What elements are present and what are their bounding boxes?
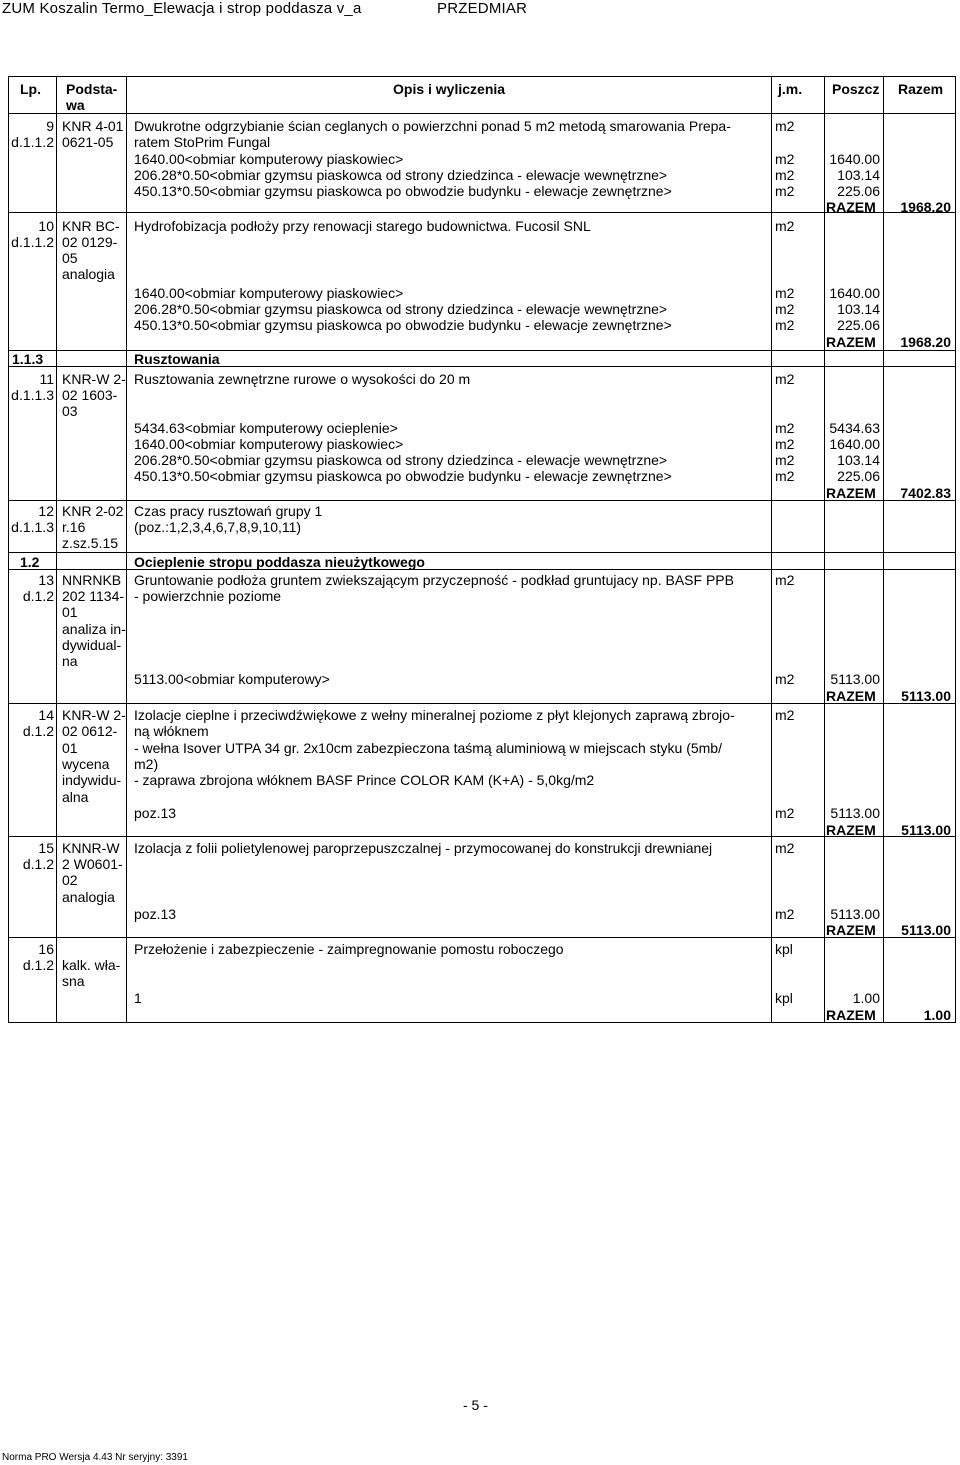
calc-text: 206.28*0.50<obmiar gzymsu piaskowca od strony dziedzinca - elewacje wewnętrzne>: [134, 167, 668, 183]
row-lp-ref: d.1.1.3: [11, 519, 54, 535]
razem-value: 5113.00: [901, 688, 951, 704]
calc-text: 1640.00<obmiar komputerowy piaskowiec>: [134, 285, 404, 301]
row-lp: 9: [46, 118, 54, 134]
row-basis: KNR 4-01: [62, 118, 124, 134]
row-lp-ref: d.1.1.2: [11, 234, 54, 250]
calc-unit: m2: [775, 906, 795, 922]
calc-unit: m2: [775, 420, 795, 436]
calc-value: 5113.00: [830, 906, 880, 922]
calc-value: 103.14: [837, 167, 880, 183]
row-basis: 02 1603-: [62, 387, 118, 403]
column-border: [56, 76, 57, 1023]
row-description: Izolacja z folii polietylenowej paroprzepuszczalnej - przymocowanej do konstrukcji drewnianej: [134, 840, 713, 856]
row-unit: m2: [775, 572, 795, 588]
row-description: Rusztowania zewnętrzne rurowe o wysokości do 20 m: [134, 371, 471, 387]
calc-unit: m2: [775, 805, 795, 821]
row-unit: kpl: [775, 941, 793, 957]
row-basis: analiza in-: [62, 621, 126, 637]
calc-text: 206.28*0.50<obmiar gzymsu piaskowca od strony dziedzinca - elewacje wewnętrzne>: [134, 452, 668, 468]
row-separator: [8, 836, 955, 837]
row-basis: z.sz.5.15: [62, 535, 119, 551]
row-basis: KNR BC-: [62, 218, 120, 234]
row-separator: [8, 703, 955, 704]
row-basis: 02 0129-: [62, 234, 118, 250]
row-lp: 16: [38, 941, 54, 957]
column-border: [955, 76, 956, 1023]
calc-text: 1: [134, 990, 142, 1006]
razem-label: RAZEM: [826, 922, 876, 938]
row-description: m2): [134, 756, 159, 772]
row-lp: 11: [39, 371, 54, 387]
row-basis: 01: [62, 740, 78, 756]
calc-unit: m2: [775, 317, 795, 333]
row-basis: analogia: [62, 266, 115, 282]
razem-label: RAZEM: [826, 334, 876, 350]
row-basis: 0621-05: [62, 134, 114, 150]
razem-label: RAZEM: [826, 485, 876, 501]
calc-text: 1640.00<obmiar komputerowy piaskowiec>: [134, 436, 404, 452]
razem-label: RAZEM: [826, 688, 876, 704]
calc-text: 206.28*0.50<obmiar gzymsu piaskowca od strony dziedzinca - elewacje wewnętrzne>: [134, 301, 668, 317]
razem-value: 5113.00: [901, 822, 951, 838]
row-basis: 202 1134-: [62, 588, 125, 604]
row-basis: 2 W0601-: [62, 856, 123, 872]
calc-value: 5113.00: [830, 671, 880, 687]
row-basis: 01: [62, 604, 78, 620]
row-basis: KNNR-W: [62, 840, 120, 856]
calc-unit: m2: [775, 452, 795, 468]
calc-text: poz.13: [134, 805, 177, 821]
row-lp-ref: d.1.1.3: [11, 387, 54, 403]
row-basis: analogia: [62, 889, 115, 905]
section-number: 1.1.3: [12, 351, 44, 367]
row-separator: [8, 552, 955, 553]
row-separator: [8, 500, 955, 501]
row-basis: wycena: [62, 756, 110, 772]
calc-text: 450.13*0.50<obmiar gzymsu piaskowca po obwodzie budynku - elewacje zewnętrzne>: [134, 317, 672, 333]
calc-value: 1640.00: [829, 285, 880, 301]
calc-text: 450.13*0.50<obmiar gzymsu piaskowca po obwodzie budynku - elewacje zewnętrzne>: [134, 183, 672, 199]
row-unit: m2: [775, 371, 795, 387]
calc-unit: m2: [775, 436, 795, 452]
column-border: [126, 76, 127, 1023]
row-description: - zaprawa zbrojona włóknem BASF Prince COLOR KAM (K+A) - 5,0kg/m2: [134, 772, 595, 788]
razem-value: 1968.20: [900, 199, 951, 215]
row-lp: 12: [38, 503, 54, 519]
row-unit: m2: [775, 218, 795, 234]
row-lp: 10: [38, 218, 54, 234]
razem-label: RAZEM: [826, 1007, 876, 1023]
calc-value: 225.06: [837, 317, 880, 333]
col-poszcz-header: Poszcz: [832, 81, 880, 97]
row-basis: kalk. wła-: [62, 957, 121, 973]
row-lp-ref: d.1.2: [22, 588, 54, 604]
row-description: Izolacje cieplne i przeciwdźwiękowe z wełny mineralnej poziome z płyt klejonych zaprawą zbrojo-: [134, 707, 735, 723]
row-description: ratem StoPrim Fungal: [134, 134, 271, 150]
col-podstawa-header: Podsta-: [66, 81, 118, 97]
razem-value: 1968.20: [900, 334, 951, 350]
calc-text: 1640.00<obmiar komputerowy piaskowiec>: [134, 151, 404, 167]
row-description: Czas pracy rusztowań grupy 1: [134, 503, 323, 519]
row-unit: m2: [775, 707, 795, 723]
calc-unit: m2: [775, 671, 795, 687]
table-top-border: [8, 76, 955, 77]
calc-value: 103.14: [837, 301, 880, 317]
calc-value: 5434.63: [829, 420, 880, 436]
column-border: [771, 76, 772, 1023]
row-basis: indywidu-: [62, 772, 122, 788]
row-basis: KNR-W 2-: [62, 707, 126, 723]
razem-label: RAZEM: [826, 199, 876, 215]
row-description: (poz.:1,2,3,4,6,7,8,9,10,11): [134, 519, 302, 535]
table-header-divider: [8, 113, 955, 114]
row-basis: NNRNKB: [62, 572, 122, 588]
row-basis: alna: [62, 789, 89, 805]
calc-unit: m2: [775, 468, 795, 484]
col-jm-header: j.m.: [778, 81, 803, 97]
column-border: [883, 76, 884, 1023]
calc-value: 1640.00: [829, 151, 880, 167]
row-unit: m2: [775, 840, 795, 856]
calc-unit: m2: [775, 151, 795, 167]
row-separator: [8, 212, 955, 213]
row-lp-ref: d.1.2: [22, 723, 54, 739]
calc-value: 1640.00: [829, 436, 880, 452]
calc-unit: m2: [775, 167, 795, 183]
row-lp-ref: d.1.2: [22, 856, 54, 872]
section-title: Rusztowania: [134, 351, 220, 367]
calc-value: 225.06: [837, 183, 880, 199]
calc-unit: m2: [775, 301, 795, 317]
row-lp-ref: d.1.1.2: [11, 134, 54, 150]
row-separator: [8, 937, 955, 938]
row-description: - powierzchnie poziome: [134, 588, 282, 604]
section-title: Ocieplenie stropu poddasza nieużytkowego: [134, 554, 425, 570]
calc-text: 5434.63<obmiar komputerowy ocieplenie>: [134, 420, 398, 436]
razem-value: 5113.00: [901, 922, 951, 938]
col-lp-header: Lp.: [20, 81, 41, 97]
col-podstawa-header-cont: wa: [66, 97, 85, 113]
row-lp: 14: [38, 707, 54, 723]
row-description: Gruntowanie podłoża gruntem zwiekszającym przyczepność - podkład gruntujacy np. BASF PPB: [134, 572, 734, 588]
calc-value: 225.06: [837, 468, 880, 484]
row-description: Dwukrotne odgrzybianie ścian ceglanych o powierzchni ponad 5 m2 metodą smarowania Prepa-: [134, 118, 731, 134]
calc-value: 1.00: [852, 990, 880, 1006]
calc-value: 5113.00: [830, 805, 880, 821]
row-basis: 05: [62, 250, 78, 266]
row-unit: m2: [775, 118, 795, 134]
row-basis: dywidual-: [62, 637, 122, 653]
section-number: 1.2: [20, 554, 40, 570]
row-basis: na: [62, 653, 78, 669]
col-razem-header: Razem: [898, 81, 944, 97]
razem-label: RAZEM: [826, 822, 876, 838]
razem-value: 7402.83: [900, 485, 951, 501]
calc-value: 103.14: [837, 452, 880, 468]
column-border: [824, 76, 825, 1023]
row-description: ną włóknem: [134, 723, 209, 739]
calc-text: 450.13*0.50<obmiar gzymsu piaskowca po obwodzie budynku - elewacje zewnętrzne>: [134, 468, 672, 484]
calc-text: 5113.00<obmiar komputerowy>: [134, 671, 330, 687]
row-basis: r.16: [62, 519, 86, 535]
document-type: PRZEDMIAR: [437, 0, 528, 17]
calc-unit: m2: [775, 285, 795, 301]
row-description: Hydrofobizacja podłoży przy renowacji starego budownictwa. Fucosil SNL: [134, 218, 591, 234]
calc-text: poz.13: [134, 906, 177, 922]
row-basis: sna: [62, 973, 85, 989]
row-basis: 03: [62, 403, 78, 419]
row-description: - wełna Isover UTPA 34 gr. 2x10cm zabezpieczona taśmą aluminiową w miejscach styku (5mb/: [134, 740, 722, 756]
footer-software-info: Norma PRO Wersja 4.43 Nr seryjny: 3391: [2, 1452, 188, 1463]
calc-unit: kpl: [775, 990, 793, 1006]
razem-value: 1.00: [923, 1007, 951, 1023]
row-lp-ref: d.1.2: [22, 957, 54, 973]
row-lp: 13: [38, 572, 54, 588]
row-basis: 02 0612-: [62, 723, 118, 739]
row-description: Przełożenie i zabezpieczenie - zaimpregnowanie pomostu roboczego: [134, 941, 564, 957]
row-basis: 02: [62, 872, 78, 888]
calc-unit: m2: [775, 183, 795, 199]
project-name: ZUM Koszalin Termo_Elewacja i strop poddasza v_a: [2, 0, 362, 17]
table-bottom-border: [8, 1022, 955, 1023]
page-number: - 5 -: [463, 1397, 488, 1413]
col-opis-header: Opis i wyliczenia: [393, 81, 506, 97]
row-lp: 15: [38, 840, 54, 856]
row-basis: KNR-W 2-: [62, 371, 126, 387]
row-basis: KNR 2-02: [62, 503, 124, 519]
